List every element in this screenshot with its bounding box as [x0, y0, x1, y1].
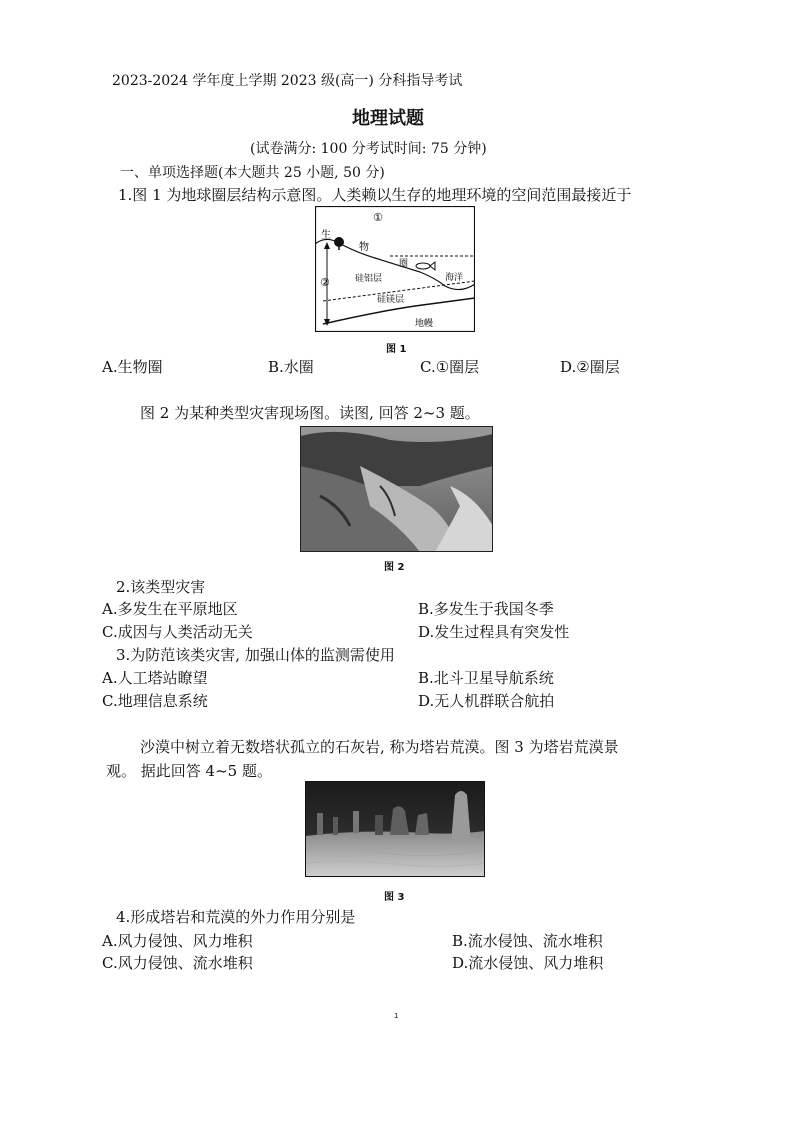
exam-title: 地理试题 [352, 108, 424, 129]
figure-1-caption: 图 1 [386, 344, 407, 355]
q2-option-d: D.发生过程具有突发性 [418, 623, 570, 641]
section-heading: 一、单项选择题(本大题共 25 小题, 50 分) [120, 165, 385, 181]
q1-option-d: D.②圈层 [560, 358, 620, 376]
exam-info: (试卷满分: 100 分考试时间: 75 分钟) [250, 141, 487, 157]
figure-1-earth-layers [315, 206, 475, 332]
label-wu: 物 [359, 242, 369, 253]
label-sheng: 生 [321, 230, 331, 241]
figure-3-pinnacles-photo [305, 781, 485, 877]
page-number: 1 [394, 1012, 399, 1020]
q2-option-c: C.成因与人类活动无关 [102, 623, 253, 641]
q4-option-a: A.风力侵蚀、风力堆积 [102, 932, 253, 950]
q2-option-a: A.多发生在平原地区 [102, 600, 238, 618]
q1-option-a: A.生物圈 [102, 358, 163, 376]
q1-option-c: C.①圈层 [420, 358, 480, 376]
figure-1-diagram [315, 206, 475, 332]
q3-option-a: A.人工塔站瞭望 [102, 669, 208, 687]
label-haiyang: 海洋 [445, 273, 464, 283]
figure-2-landslide-photo [300, 426, 493, 552]
q3-option-c: C.地理信息系统 [102, 692, 208, 710]
label-diman: 地幔 [415, 319, 434, 329]
group-4-intro-line-2: 观。 据此回答 4~5 题。 [106, 762, 272, 780]
question-2-stem: 2.该类型灾害 [116, 578, 206, 596]
figure-2-caption: 图 2 [384, 562, 405, 573]
label-circle-2: ② [320, 276, 330, 289]
q4-option-c: C.风力侵蚀、流水堆积 [102, 954, 253, 972]
q3-option-b: B.北斗卫星导航系统 [418, 669, 554, 687]
figure-3-caption: 图 3 [384, 892, 405, 903]
landslide-scene [300, 426, 493, 552]
q2-option-b: B.多发生于我国冬季 [418, 600, 554, 618]
q4-option-d: D.流水侵蚀、风力堆积 [452, 954, 604, 972]
question-4-stem: 4.形成塔岩和荒漠的外力作用分别是 [116, 908, 356, 926]
label-quan: 圈 [399, 259, 409, 269]
question-1-stem: 1.图 1 为地球圈层结构示意图。人类赖以生存的地理环境的空间范围最接近于 [118, 186, 632, 204]
q1-option-b: B.水圈 [268, 358, 314, 376]
q3-option-d: D.无人机群联合航拍 [418, 692, 555, 710]
group-4-intro-line-1: 沙漠中树立着无数塔状孤立的石灰岩, 称为塔岩荒漠。图 3 为塔岩荒漠景 [140, 738, 619, 756]
label-circle-1: ① [373, 211, 383, 224]
q4-option-b: B.流水侵蚀、流水堆积 [452, 932, 603, 950]
exam-header: 2023-2024 学年度上学期 2023 级(高一) 分科指导考试 [112, 73, 463, 89]
label-guimei: 硅镁层 [377, 295, 405, 305]
pinnacles-scene [305, 781, 485, 877]
label-guilv: 硅铝层 [355, 274, 383, 284]
group-2-intro: 图 2 为某种类型灾害现场图。读图, 回答 2~3 题。 [140, 404, 480, 422]
question-3-stem: 3.为防范该类灾害, 加强山体的监测需使用 [116, 646, 395, 664]
